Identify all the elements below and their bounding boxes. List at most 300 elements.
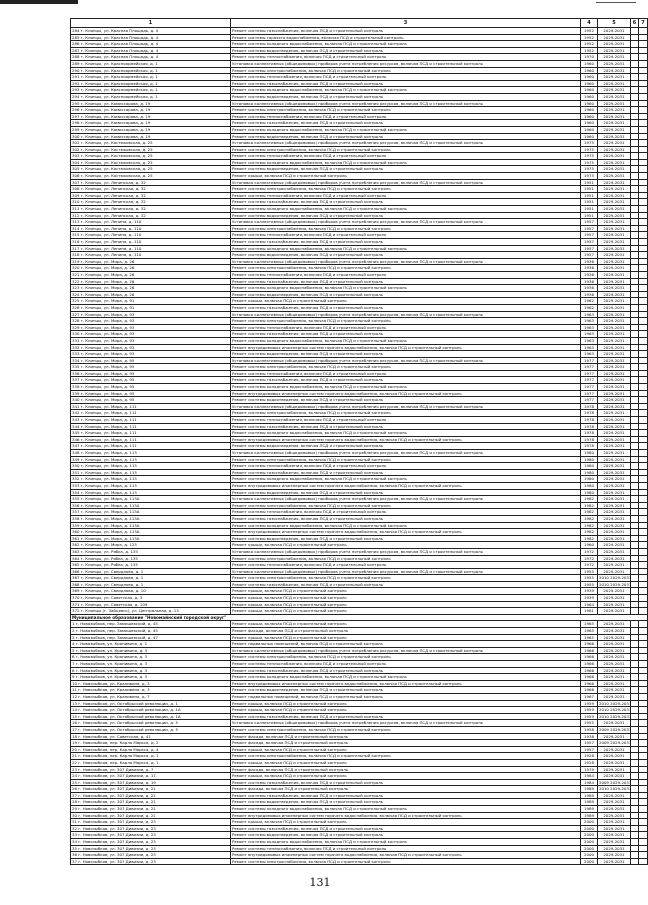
table-row xyxy=(71,654,648,661)
empty-cell xyxy=(639,502,648,509)
address-text: г. Клинцы, ул. Мира, д. 95 xyxy=(80,397,135,403)
table-row xyxy=(71,713,648,720)
year-built-cell: 1936 xyxy=(581,271,598,278)
empty-cell xyxy=(639,285,648,292)
table-row xyxy=(71,720,648,727)
empty-cell xyxy=(639,463,648,470)
year-built-cell: 1982 xyxy=(581,502,598,509)
empty-cell xyxy=(639,74,648,81)
planned-period-cell: 2029-2031 xyxy=(598,621,631,628)
year-built-cell: 1952 xyxy=(581,41,598,48)
row-number: 17 xyxy=(72,726,77,732)
empty-cell xyxy=(631,845,639,852)
work-type-cell: Ремонт системы газоснабжения, включая ПСД и строительный контроль xyxy=(231,423,581,430)
planned-period-cell: 2029-2031 xyxy=(598,502,631,509)
year-built-cell: 1939 xyxy=(581,595,598,602)
empty-cell xyxy=(639,41,648,48)
address-cell xyxy=(71,845,231,852)
header-col-6: 6 xyxy=(631,19,639,28)
year-built-cell: 1960 xyxy=(581,93,598,100)
empty-cell xyxy=(631,390,639,397)
table-row xyxy=(71,469,648,476)
empty-cell xyxy=(639,344,648,351)
planned-period-cell: 2010 2029-2031 xyxy=(599,581,632,587)
planned-period-cell: 2029-2031 xyxy=(598,278,631,285)
empty-cell xyxy=(631,291,639,298)
year-built-cell: 1957 xyxy=(581,232,598,239)
empty-cell xyxy=(639,173,648,180)
empty-cell xyxy=(631,707,639,714)
address-cell xyxy=(71,397,231,404)
address-cell xyxy=(71,852,231,859)
address-cell xyxy=(71,113,231,120)
planned-period-cell: 2029-2031 xyxy=(598,529,631,536)
year-built-cell: 1980 xyxy=(581,476,598,483)
address-cell xyxy=(71,271,231,278)
empty-cell xyxy=(631,601,639,608)
empty-cell xyxy=(631,548,639,555)
planned-period-cell: 2029-2031 xyxy=(598,245,631,252)
year-built-cell: 1963 xyxy=(581,311,598,318)
planned-period-cell: 2029-2031 xyxy=(598,839,631,846)
address-cell xyxy=(71,430,231,437)
row-number: 296 xyxy=(72,107,80,113)
year-built-cell: 1982 xyxy=(581,535,598,542)
table-row xyxy=(71,799,648,806)
planned-period-cell: 2010 2029-2031 xyxy=(599,700,632,706)
empty-cell xyxy=(631,436,639,443)
empty-cell xyxy=(639,430,648,437)
address-text: г. Клинцы, ул. Ленинская, д. 32 xyxy=(80,199,146,205)
table-row xyxy=(71,337,648,344)
address-cell xyxy=(71,806,231,813)
year-built-cell: 1984 xyxy=(581,773,598,780)
empty-cell xyxy=(631,773,639,780)
table-row xyxy=(71,291,648,298)
table-row xyxy=(71,687,648,694)
work-type-cell: Ремонт системы электроснабжения, включая ПСД и строительный контроль xyxy=(231,107,581,114)
planned-period-cell: 2029-2031 xyxy=(598,825,631,832)
empty-cell xyxy=(639,403,648,410)
empty-cell xyxy=(639,482,648,489)
row-number: 20 xyxy=(72,746,77,752)
empty-cell xyxy=(631,839,639,846)
table-row xyxy=(71,819,648,826)
address-text: г. Клинцы, ул. Мира, д. 26 xyxy=(80,258,135,264)
empty-cell xyxy=(631,792,639,799)
planned-period-cell: 2029-2031 xyxy=(598,456,631,463)
address-text: г. Клинцы, ул. Красноармейская, д. 1 xyxy=(80,80,158,86)
address-text: г. Новозыбков, ул. 307 Дивизии, д. 21 xyxy=(78,792,156,798)
address-cell xyxy=(71,661,231,668)
address-cell xyxy=(71,621,231,628)
year-built-cell: 1984 xyxy=(581,779,598,786)
planned-period-cell: 2029-2031 xyxy=(598,753,631,760)
work-type-cell: Ремонт фасада, включая ПСД и строительный контроль xyxy=(231,786,581,793)
work-type-cell: Ремонт системы газоснабжения, включая ПСД и строительный контроль xyxy=(231,377,581,384)
work-type-cell: Ремонт крыши, включая ПСД и строительный контроль xyxy=(231,595,581,602)
row-number: 330 xyxy=(72,331,80,337)
year-built-cell: 1989 xyxy=(581,799,598,806)
planned-period-cell: 2029-2031 xyxy=(598,311,631,318)
empty-cell xyxy=(639,225,648,232)
empty-cell xyxy=(631,753,639,760)
work-type-cell: Ремонт системы газоснабжения, включая ПСД и строительный контроль xyxy=(231,28,581,35)
work-type-cell: Ремонт системы теплоснабжения, включая ПСД и строительный контроль xyxy=(231,271,581,278)
work-type-cell: Ремонт системы теплоснабжения, включая ПСД и строительный контроль xyxy=(231,74,581,81)
row-number: 13 xyxy=(72,700,77,706)
empty-cell xyxy=(639,522,648,529)
work-type-cell: Ремонт системы газоснабжения, включая ПСД и строительный контроль xyxy=(231,792,581,799)
row-number: 304 xyxy=(72,159,80,165)
year-built-cell: 1951 xyxy=(581,186,598,193)
year-built-cell: 1963 xyxy=(581,324,598,331)
row-number: 342 xyxy=(72,410,80,416)
year-built-cell: 1977 xyxy=(581,390,598,397)
planned-period-cell: 2029-2031 xyxy=(598,74,631,81)
planned-period-cell: 2029-2031 xyxy=(598,173,631,180)
row-number: 10 xyxy=(72,680,77,686)
table-row xyxy=(71,839,648,846)
empty-cell xyxy=(639,693,648,700)
work-type-cell: Ремонт внутридомовых инженерных систем горячего водоснабжения, включая ПСД и строительный контроль xyxy=(231,529,581,536)
address-cell xyxy=(71,496,231,503)
year-built-cell: 1962 xyxy=(581,298,598,305)
work-type-cell: Ремонт системы холодного водоснабжения, включая ПСД и строительный контроль xyxy=(231,206,581,213)
row-number: 347 xyxy=(72,443,80,449)
row-number: 11 xyxy=(72,687,77,693)
planned-period-cell: 2029-2031 xyxy=(598,258,631,265)
year-built-cell: 1977 xyxy=(581,384,598,391)
empty-cell xyxy=(631,858,639,865)
address-text: г. Клинцы, ул. Мира, д. 113А xyxy=(80,522,140,528)
empty-cell xyxy=(639,667,648,674)
year-built-cell: 1963 xyxy=(581,351,598,358)
planned-period-cell: 2029-2031 xyxy=(598,397,631,404)
address-text: г. Клинцы, ул. Мира, д. 93 xyxy=(80,351,135,357)
planned-period-cell: 2029-2031 xyxy=(598,680,631,687)
empty-cell xyxy=(639,377,648,384)
table-row xyxy=(71,542,648,549)
row-number: 3 xyxy=(72,634,75,640)
row-number: 9 xyxy=(72,674,75,680)
row-number: 345 xyxy=(72,430,80,436)
row-number: 313 xyxy=(72,219,80,225)
address-text: г. Клинцы, ул. Мира, д. 113 xyxy=(80,482,137,488)
empty-cell xyxy=(639,700,648,707)
work-type-cell: Ремонт внутридомовых инженерных систем горячего водоснабжения, включая ПСД и строительный контроль xyxy=(231,852,581,859)
address-text: г. Новозыбков, пер. Карла Маркса, д. 2 xyxy=(78,740,159,746)
year-built-cell: 1955 xyxy=(581,720,598,727)
address-text: г. Клинцы, ул. Красная Площадь, д. 4 xyxy=(80,41,159,47)
work-type-cell: Ремонт системы теплоснабжения, включая ПСД и строительный контроль xyxy=(231,562,581,569)
empty-cell xyxy=(639,423,648,430)
empty-cell xyxy=(631,192,639,199)
row-number: 298 xyxy=(72,120,80,126)
address-text: г. Клинцы, ул. Мира, д. 95 xyxy=(80,384,135,390)
address-cell xyxy=(71,825,231,832)
work-type-cell: Ремонт системы водоотведения, включая ПСД и строительный контроль xyxy=(231,351,581,358)
address-cell xyxy=(71,654,231,661)
year-built-cell: 1960 xyxy=(581,133,598,140)
empty-cell xyxy=(639,825,648,832)
year-built-cell: 1957 xyxy=(581,225,598,232)
table-row xyxy=(71,199,648,206)
work-type-cell: Ремонт системы холодного водоснабжения, включая ПСД и строительный контроль xyxy=(231,285,581,292)
year-built-cell: 1977 xyxy=(581,377,598,384)
row-number: 15 xyxy=(72,713,77,719)
address-text: г. Новозыбков, ул. 307 Дивизии, д. 21 xyxy=(78,786,156,792)
year-built-cell: 1964 xyxy=(581,601,598,608)
address-cell xyxy=(71,687,231,694)
address-text: г. Клинцы, ул. Ленинская, д. 32 xyxy=(80,192,146,198)
year-built-cell: 1966 xyxy=(581,674,598,681)
row-number: 337 xyxy=(72,377,80,383)
work-type-cell: Ремонт крыши, включая ПСД и строительный контроль xyxy=(231,601,581,608)
table-row xyxy=(71,126,648,133)
table-row xyxy=(71,430,648,437)
address-cell xyxy=(71,311,231,318)
empty-cell xyxy=(639,87,648,94)
year-built-cell: 1951 xyxy=(581,192,598,199)
empty-cell xyxy=(631,581,639,588)
empty-cell xyxy=(639,581,648,588)
empty-cell xyxy=(639,232,648,239)
address-text: г. Клинцы, ул. Мира, д. 26 xyxy=(80,291,135,297)
row-number: 28 xyxy=(72,799,77,805)
work-type-cell: Ремонт системы газоснабжения, включая ПСД и строительный контроль xyxy=(231,667,581,674)
work-type-cell: Ремонт системы электроснабжения, включая ПСД и строительный контроль xyxy=(231,67,581,74)
address-text: г. Клинцы, ул. Ленинская, д. 32 xyxy=(80,179,146,185)
table-row xyxy=(71,47,648,54)
work-type-cell: Ремонт фасада, включая ПСД и строительный контроль xyxy=(231,766,581,773)
address-text: г. Клинцы, ул. Мира, д. 113А xyxy=(80,509,140,515)
year-built-cell: 1966 xyxy=(581,687,598,694)
address-cell xyxy=(71,482,231,489)
row-number: 359 xyxy=(72,522,80,528)
empty-cell xyxy=(639,595,648,602)
address-text: г. Клинцы, ул. Комиссарова, д. 19 xyxy=(80,100,151,106)
empty-cell xyxy=(631,759,639,766)
empty-cell xyxy=(639,839,648,846)
planned-period-cell: 2029-2031 xyxy=(598,384,631,391)
planned-period-cell: 2029-2031 xyxy=(598,186,631,193)
year-built-cell: 1960 xyxy=(581,80,598,87)
table-row xyxy=(71,285,648,292)
empty-cell xyxy=(631,713,639,720)
table-row xyxy=(71,28,648,35)
planned-period-cell: 2029-2031 xyxy=(598,773,631,780)
work-type-cell: Ремонт подвальных помещений, включая ПСД и строительный контроль xyxy=(231,693,581,700)
address-text: г. Клинцы, ул. Красноармейская, д. 1 xyxy=(80,67,158,73)
table-row xyxy=(71,206,648,213)
work-type-cell: Ремонт системы холодного водоснабжения, включая ПСД и строительный контроль xyxy=(231,41,581,48)
planned-period-cell: 2029-2031 xyxy=(598,166,631,173)
address-text: г. Новозыбков, ул. Крапивина, д. 3 xyxy=(75,654,148,660)
row-number: 300 xyxy=(72,133,80,139)
planned-period-cell: 2029-2031 xyxy=(598,693,631,700)
row-number: 288 xyxy=(72,54,80,60)
address-text: г. Клинцы, ул. Ленина, д. 110 xyxy=(80,225,142,231)
row-number: 4 xyxy=(72,641,75,647)
empty-cell xyxy=(639,265,648,272)
year-built-cell: 1977 xyxy=(581,370,598,377)
address-cell xyxy=(71,601,231,608)
planned-period-cell: 2029-2031 xyxy=(598,133,631,140)
planned-period-cell: 2029-2031 xyxy=(598,463,631,470)
address-cell xyxy=(71,331,231,338)
empty-cell xyxy=(639,80,648,87)
year-built-cell: 1978 xyxy=(581,417,598,424)
address-text: г. Новозыбков, ул. 307 Дивизии, д. 23 xyxy=(78,839,156,845)
table-body-block-2 xyxy=(71,621,648,865)
address-text: г. Клинцы, ул. Красноармейская, д. 1 xyxy=(80,93,158,99)
year-built-cell: 1980 xyxy=(581,463,598,470)
empty-cell xyxy=(631,258,639,265)
empty-cell xyxy=(631,126,639,133)
work-type-cell: Ремонт системы теплоснабжения, включая ПСД и строительный контроль xyxy=(231,370,581,377)
work-type-cell: Ремонт крыши, включая ПСД и строительный контроль xyxy=(231,746,581,753)
empty-cell xyxy=(639,120,648,127)
address-text: г. Новозыбков, ул. Октябрьской революции, д. 1А xyxy=(78,713,181,719)
planned-period-cell: 2029-2031 xyxy=(598,720,631,727)
year-built-cell: 1952 xyxy=(581,28,598,35)
row-number: 21 xyxy=(72,753,77,759)
table-row xyxy=(71,265,648,272)
planned-period-cell: 2029-2031 xyxy=(598,28,631,35)
row-number: 16 xyxy=(72,720,77,726)
planned-period-cell: 2029-2031 xyxy=(598,858,631,865)
planned-period-cell: 2010 2029-2031 xyxy=(599,786,632,792)
address-cell xyxy=(71,529,231,536)
address-text: г. Клинцы, ул. Ленина, д. 110 xyxy=(80,252,142,258)
empty-cell xyxy=(631,278,639,285)
year-built-cell: 1951 xyxy=(581,179,598,186)
address-cell xyxy=(71,324,231,331)
address-cell xyxy=(71,377,231,384)
empty-cell xyxy=(639,469,648,476)
table-row xyxy=(71,858,648,865)
address-text: г. Клинцы, ул. Мира, д. 111 xyxy=(80,430,137,436)
work-type-cell: Ремонт крыши, включая ПСД и строительный контроль xyxy=(231,773,581,780)
empty-cell xyxy=(639,476,648,483)
row-number: 333 xyxy=(72,351,80,357)
work-type-cell: Ремонт системы холодного водоснабжения, включая ПСД и строительный контроль xyxy=(231,384,581,391)
table-row xyxy=(71,535,648,542)
table-row xyxy=(71,87,648,94)
address-cell xyxy=(71,252,231,259)
row-number: 343 xyxy=(72,417,80,423)
empty-cell xyxy=(631,245,639,252)
address-text: г. Новозыбков, ул. 307 Дивизии, д. 23 xyxy=(78,825,156,831)
address-text: г. Клинцы, ул. Мира, д. 93 xyxy=(80,344,135,350)
address-cell xyxy=(71,146,231,153)
work-type-cell: Ремонт системы газоснабжения, включая ПСД и строительный контроль xyxy=(231,581,581,588)
empty-cell xyxy=(639,759,648,766)
table-row xyxy=(71,258,648,265)
row-number: 344 xyxy=(72,423,80,429)
planned-period-cell: 2029-2031 xyxy=(598,34,631,41)
work-type-cell: Ремонт внутридомовых инженерных систем горячего водоснабжения, включая ПСД и строительный контроль xyxy=(231,344,581,351)
planned-period-cell: 2029-2031 xyxy=(598,417,631,424)
work-type-cell: Ремонт крыши, включая ПСД и строительный контроль xyxy=(231,759,581,766)
year-built-cell: 1978 xyxy=(581,430,598,437)
table-row xyxy=(71,331,648,338)
address-cell xyxy=(71,548,231,555)
year-built-cell: 1967 xyxy=(581,693,598,700)
address-text: г. Клинцы, ул. Костюковская, д. 25 xyxy=(80,159,153,165)
table-row xyxy=(71,482,648,489)
row-number: 361 xyxy=(72,535,80,541)
address-text: г. Клинцы, ул. Ленина, д. 110 xyxy=(80,239,142,244)
address-text: г. Клинцы, ул. Ленинская, д. 32 xyxy=(80,186,146,192)
year-built-cell: 1960 xyxy=(581,120,598,127)
empty-cell xyxy=(639,146,648,153)
address-cell xyxy=(71,199,231,206)
address-text: г. Клинцы, ул. Рябка, д. 135 xyxy=(80,562,138,568)
table-row xyxy=(71,93,648,100)
work-type-cell: Ремонт системы водоотведения, включая ПСД и строительный контроль xyxy=(231,93,581,100)
address-cell xyxy=(71,245,231,252)
row-number: 6 xyxy=(72,654,75,660)
year-built-cell: 1980 xyxy=(581,450,598,457)
address-cell xyxy=(71,726,231,733)
planned-period-cell: 2029-2031 xyxy=(598,595,631,602)
address-cell xyxy=(71,370,231,377)
address-text: г. Клинцы, ул. Советская, д. 109 xyxy=(80,601,148,607)
row-number: 22 xyxy=(72,759,77,765)
section-title: Муниципальное образование "Новомайнский городской округ" xyxy=(71,614,648,621)
address-text: г. Клинцы, ул. Мира, д. 111 xyxy=(80,423,137,429)
empty-cell xyxy=(631,647,639,654)
table-row xyxy=(71,232,648,239)
row-number: 310 xyxy=(72,199,80,205)
empty-cell xyxy=(639,126,648,133)
row-number: 331 xyxy=(72,337,80,343)
address-cell xyxy=(71,456,231,463)
year-built-cell: 1975 xyxy=(581,146,598,153)
table-row xyxy=(71,456,648,463)
planned-period-cell: 2029-2031 xyxy=(598,219,631,226)
planned-period-cell: 2029-2031 xyxy=(598,291,631,298)
address-cell xyxy=(71,766,231,773)
table-row xyxy=(71,364,648,371)
year-built-cell: 1960 xyxy=(581,100,598,107)
address-cell xyxy=(71,839,231,846)
address-cell xyxy=(71,515,231,522)
address-text: г. Новозыбков, пер. Замишевский, д. 45 xyxy=(75,621,158,627)
table-header-row xyxy=(71,19,648,28)
empty-cell xyxy=(631,522,639,529)
address-cell xyxy=(71,384,231,391)
table-row xyxy=(71,667,648,674)
work-type-cell: Ремонт системы электроснабжения, включая ПСД и строительный контроль xyxy=(231,753,581,760)
row-number: 308 xyxy=(72,186,80,192)
work-type-cell: Ремонт системы водоотведения, включая ПСД и строительный контроль xyxy=(231,133,581,140)
table-row xyxy=(71,601,648,608)
address-text: г. Клинцы, ул. Мира, д. 113 xyxy=(80,456,137,462)
table-row xyxy=(71,311,648,318)
work-type-cell: Ремонт системы электроснабжения, включая ПСД и строительный контроль xyxy=(231,456,581,463)
row-number: 312 xyxy=(72,212,80,218)
table-row xyxy=(71,80,648,87)
empty-cell xyxy=(631,568,639,575)
planned-period-cell: 2029-2031 xyxy=(598,377,631,384)
address-text: г. Клинцы, ул. Мира, д. 113 xyxy=(80,469,137,475)
row-number: 366 xyxy=(72,568,80,574)
address-cell xyxy=(71,707,231,714)
planned-period-cell: 2029-2031 xyxy=(598,641,631,648)
